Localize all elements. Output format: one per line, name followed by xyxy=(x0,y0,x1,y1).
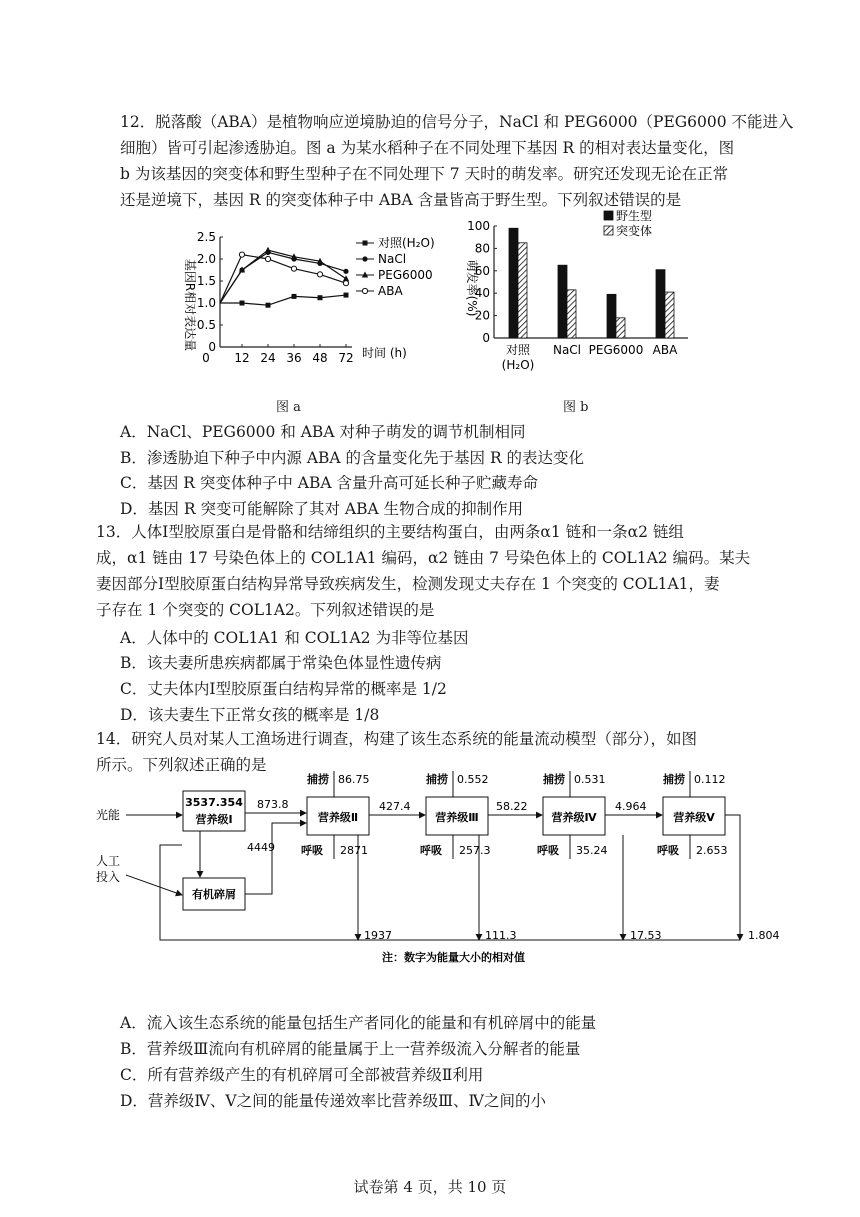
q12-line-4: 还是逆境下，基因 R 的突变体种子中 ABA 含量皆高于野生型。下列叙述错误的是 xyxy=(120,191,682,209)
q13-line-2: 成，α1 链由 17 号染色体上的 COL1A1 编码，α2 链由 7 号染色体上的 COL1A2 编码。某夫 xyxy=(96,549,751,567)
light-energy-label: 光能 xyxy=(96,808,121,822)
figure-b-category-label: PEG6000 xyxy=(588,343,644,357)
figure-a-ytick-label: 0.5 xyxy=(196,318,216,332)
figure-a-point xyxy=(317,272,322,277)
figure-a-point xyxy=(291,266,296,271)
figure-b-legend-label: 突变体 xyxy=(616,224,653,238)
figure-a-xtick-label: 48 xyxy=(312,351,328,365)
catch-value-3: 0.552 xyxy=(457,773,489,786)
figure-b-ytick-label: 40 xyxy=(474,286,490,301)
figure-a-legend-label: NaCl xyxy=(378,252,407,266)
figure-b-bar-mutant xyxy=(518,243,527,338)
figure-a-point xyxy=(239,252,244,257)
trophic-level-1-label: 营养级Ⅰ xyxy=(195,813,233,826)
q13-option-a: A．人体中的 COL1A1 和 COL1A2 为非等位基因 xyxy=(120,629,469,647)
figure-b-caption: 图 b xyxy=(563,400,589,415)
figure-a-legend-label: ABA xyxy=(378,284,403,298)
q12-line-1: 12．脱落酸（ABA）是植物响应逆境胁迫的信号分子，NaCl 和 PEG6000（PEG6000 不能进入 xyxy=(120,113,794,131)
human-input-arrow xyxy=(126,875,182,895)
level3-to-detritus-value: 111.3 xyxy=(485,929,517,942)
figure-a-legend-marker xyxy=(363,241,368,246)
figure-b-bar-mutant xyxy=(665,292,674,338)
level4-to-detritus-value: 17.53 xyxy=(630,929,662,942)
figure-a-point xyxy=(344,293,349,298)
catch-label-3: 捕捞 xyxy=(426,773,448,786)
figure-b-legend-swatch xyxy=(604,211,613,220)
figure-b-bar-wildtype xyxy=(509,228,518,338)
figure-a-point xyxy=(343,281,348,286)
figure-b-category-sublabel: (H₂O) xyxy=(501,358,535,372)
figure-b-bar-wildtype xyxy=(656,270,665,338)
figure-b-ytick-label: 80 xyxy=(474,241,490,256)
figure-a-legend-label: PEG6000 xyxy=(378,268,433,282)
figure-a-point xyxy=(292,294,297,299)
resp-value-5: 2.653 xyxy=(696,844,728,857)
figure-a-point xyxy=(343,269,348,274)
figure-a-ytick-label: 2.5 xyxy=(196,230,216,244)
q13-option-d: D．该夫妻生下正常女孩的概率是 1/8 xyxy=(120,706,380,724)
figure-b-legend-swatch xyxy=(604,226,613,235)
figure-a-xtick-label: 24 xyxy=(260,351,276,365)
q12-option-d: D．基因 R 突变可能解除了其对 ABA 生物合成的抑制作用 xyxy=(120,500,524,518)
flow-value-2-3: 427.4 xyxy=(379,800,411,813)
catch-label-4: 捕捞 xyxy=(543,773,565,786)
energy-flow-diagram xyxy=(90,765,790,970)
resp-value-3: 257.3 xyxy=(459,844,491,857)
catch-label-5: 捕捞 xyxy=(663,773,685,786)
human-input-label-2: 投入 xyxy=(96,870,121,884)
trophic-level-2-label: 营养级Ⅱ xyxy=(317,811,359,824)
q12-option-a: A．NaCl、PEG6000 和 ABA 对种子萌发的调节机制相同 xyxy=(120,423,526,441)
figure-b-bar-mutant xyxy=(616,318,625,338)
figure-a-legend-marker xyxy=(362,256,367,261)
figure-a-legend-marker xyxy=(362,288,367,293)
resp-label-5: 呼吸 xyxy=(657,844,679,857)
q14-option-a: A．流入该生态系统的能量包括生产者同化的能量和有机碎屑中的能量 xyxy=(120,1014,597,1032)
figure-a-series-line xyxy=(220,295,346,305)
figure-b-ytick-label: 100 xyxy=(467,219,490,233)
figure-a-xtick-label: 72 xyxy=(338,351,354,365)
q13-line-3: 妻因部分Ⅰ型胶原蛋白结构异常导致疾病发生，检测发现丈夫存在 1 个突变的 COL1A1，妻 xyxy=(96,575,720,593)
figure-a-ytick-label: 0 xyxy=(208,340,216,354)
q13-option-c: C．丈夫体内Ⅰ型胶原蛋白结构异常的概率是 1/2 xyxy=(120,680,447,698)
figure-a-xtick-label: 0 xyxy=(202,351,210,365)
q14-option-b: B．营养级Ⅲ流向有机碎屑的能量属于上一营养级流入分解者的能量 xyxy=(120,1040,581,1058)
page-footer: 试卷第 4 页，共 10 页 xyxy=(353,1178,507,1196)
figure-a-ytick-label: 1.5 xyxy=(196,274,216,288)
catch-value-5: 0.112 xyxy=(694,773,726,786)
detritus-to-level2-value: 4449 xyxy=(247,841,275,854)
figure-a-ytick-label: 2.0 xyxy=(196,252,216,266)
catch-value-4: 0.531 xyxy=(574,773,606,786)
level5-to-detritus-value: 1.804 xyxy=(748,929,780,942)
figure-a-point xyxy=(240,301,245,306)
figure-a-xtick-label: 12 xyxy=(234,351,250,365)
figure-b-ytick-label: 60 xyxy=(474,263,490,278)
q12-option-c: C．基因 R 突变体种子中 ABA 含量升高可延长种子贮藏寿命 xyxy=(120,474,539,492)
detritus-return-line xyxy=(160,845,740,940)
q14-option-c: C．所有营养级产生的有机碎屑可全部被营养级Ⅱ利用 xyxy=(120,1066,484,1084)
diagram-note: 注：数字为能量大小的相对值 xyxy=(382,951,525,964)
figure-a-line-chart xyxy=(170,225,450,375)
human-input-label-1: 人工 xyxy=(96,854,121,868)
figure-b-category-label: NaCl xyxy=(552,343,582,357)
figure-b-category-label: ABA xyxy=(652,343,678,357)
flow-value-1-2: 873.8 xyxy=(257,798,289,811)
trophic-level-3-label: 营养级Ⅲ xyxy=(435,811,479,824)
figure-a-xlabel: 时间 (h) xyxy=(362,346,407,360)
level5-to-detritus xyxy=(725,815,740,940)
q13-option-b: B．该夫妻所患疾病都属于常染色体显性遗传病 xyxy=(120,654,442,672)
figure-a-xtick-label: 36 xyxy=(286,351,302,365)
q12-line-2: 细胞）皆可引起渗透胁迫。图 a 为某水稻种子在不同处理下基因 R 的相对表达量变化，图 xyxy=(120,139,735,157)
figure-b-category-label: 对照 xyxy=(505,343,531,357)
figure-a-caption: 图 a xyxy=(276,400,301,415)
figure-b-bar-wildtype xyxy=(607,294,616,338)
figure-a-legend-label: 对照(H₂O) xyxy=(378,236,435,250)
detritus-label: 有机碎屑 xyxy=(192,888,236,901)
resp-label-2: 呼吸 xyxy=(301,844,323,857)
catch-label-2: 捕捞 xyxy=(307,773,329,786)
flow-value-3-4: 58.22 xyxy=(496,800,528,813)
catch-value-2: 86.75 xyxy=(338,773,370,786)
figure-a-ytick-label: 1.0 xyxy=(196,296,216,310)
trophic-level-4-label: 营养级Ⅳ xyxy=(551,811,597,824)
q14-option-d: D．营养级Ⅳ、Ⅴ之间的能量传递效率比营养级Ⅲ、Ⅳ之间的小 xyxy=(120,1092,547,1110)
figure-a-point xyxy=(265,247,271,253)
resp-value-2: 2871 xyxy=(340,844,368,857)
figure-b-bar-chart xyxy=(452,208,712,378)
trophic-level-5-label: 营养级Ⅴ xyxy=(673,811,715,824)
figure-a-point xyxy=(318,295,323,300)
resp-value-4: 35.24 xyxy=(576,844,608,857)
figure-b-bar-wildtype xyxy=(558,265,567,338)
figure-b-ytick-label: 0 xyxy=(482,331,490,345)
resp-label-3: 呼吸 xyxy=(420,844,442,857)
figure-a-ylabel: 基因R相对表达量 xyxy=(183,258,197,352)
q12-option-b: B．渗透胁迫下种子中内源 ABA 的含量变化先于基因 R 的表达变化 xyxy=(120,449,585,467)
q13-line-4: 子存在 1 个突变的 COL1A2。下列叙述错误的是 xyxy=(96,601,435,619)
flow-value-4-5: 4.964 xyxy=(615,800,647,813)
q12-line-3: b 为该基因的突变体和野生型种子在不同处理下 7 天时的萌发率。研究还发现无论在正常 xyxy=(120,165,729,183)
figure-a-series-line xyxy=(220,255,346,303)
q14-line-1: 14．研究人员对某人工渔场进行调查，构建了该生态系统的能量流动模型（部分），如图 xyxy=(96,730,697,748)
figure-b-bar-mutant xyxy=(567,290,576,338)
figure-b-ylabel: 萌发率(%) xyxy=(465,259,479,317)
resp-label-4: 呼吸 xyxy=(537,844,559,857)
figure-b-legend-label: 野生型 xyxy=(616,209,653,223)
figure-a-point xyxy=(266,303,271,308)
figure-a-point xyxy=(265,256,270,261)
q14-line-2: 所示。下列叙述正确的是 xyxy=(96,756,267,774)
trophic-level-1-value: 3537.354 xyxy=(185,796,243,809)
q13-line-1: 13．人体Ⅰ型胶原蛋白是骨骼和结缔组织的主要结构蛋白，由两条α1 链和一条α2 链组 xyxy=(96,523,684,541)
figure-b-ytick-label: 20 xyxy=(474,308,490,323)
level2-to-detritus-value: 1937 xyxy=(364,929,392,942)
detritus-to-level2-arrow xyxy=(245,823,306,894)
